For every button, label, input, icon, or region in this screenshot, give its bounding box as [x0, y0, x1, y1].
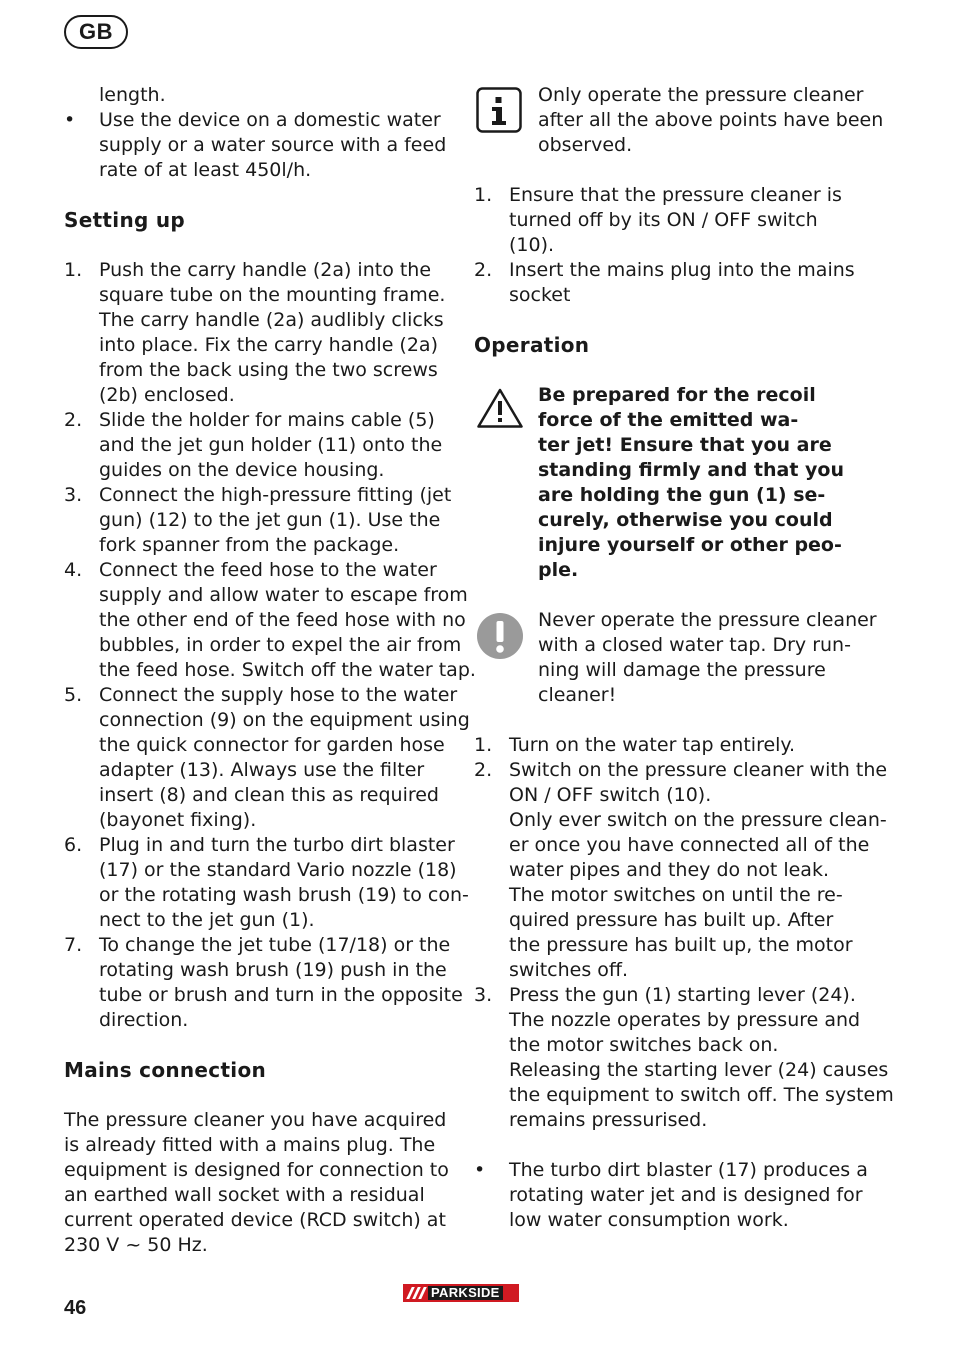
item-line: the motor switches back on.	[509, 1034, 779, 1056]
warning-line: curely, otherwise you could	[538, 509, 833, 531]
left-column	[64, 83, 476, 1258]
item-line: Releasing the starting lever (24) causes	[509, 1059, 889, 1081]
item-number: 1.	[474, 734, 493, 756]
item-line: tube or brush and turn in the opposite	[99, 984, 463, 1006]
item-line: bubbles, in order to expel the air from	[99, 634, 462, 656]
bullet-item	[64, 108, 448, 183]
item-line: gun) (12) to the jet gun (1). Use the	[99, 509, 441, 531]
list-item	[64, 933, 463, 1033]
item-line: water pipes and they do not leak.	[509, 859, 829, 881]
item-line: square tube on the mounting frame.	[99, 284, 446, 306]
item-line: (bayonet fixing).	[99, 809, 257, 831]
item-line: the equipment to switch off. The system	[509, 1084, 894, 1106]
paragraph-line: an earthed wall socket with a residual	[64, 1184, 425, 1206]
item-line: turned off by its ON / OFF switch	[509, 209, 818, 231]
item-number: 2.	[474, 759, 493, 781]
item-line: Turn on the water tap entirely.	[509, 734, 796, 756]
page-number: 46	[64, 1297, 87, 1319]
bullet-line: The turbo dirt blaster (17) produces a	[509, 1159, 868, 1181]
brand-logo	[403, 1284, 519, 1302]
item-number: 1.	[64, 259, 83, 281]
logo-slashes-icon	[403, 1284, 427, 1302]
list-item	[474, 183, 864, 258]
bullet-line: low water consumption work.	[509, 1209, 789, 1231]
item-line: adapter (13). Always use the filter	[99, 759, 425, 781]
bullet-marker: •	[474, 1159, 486, 1181]
item-line: The nozzle operates by pressure and	[509, 1009, 861, 1031]
section-heading-operation: Operation	[474, 333, 590, 357]
note-line: after all the above points have been	[538, 109, 884, 131]
item-line: Insert the mains plug into the mains	[509, 259, 855, 281]
item-line: Only ever switch on the pressure clean-	[509, 809, 887, 831]
item-line: er once you have connected all of the	[509, 834, 870, 856]
item-line: Press the gun (1) starting lever (24).	[509, 984, 856, 1006]
bullet-item	[474, 1158, 868, 1233]
bullet-line: supply or a water source with a feed	[99, 134, 447, 156]
paragraph-line: current operated device (RCD switch) at	[64, 1209, 446, 1231]
warning-note	[474, 383, 864, 583]
item-line: nect to the jet gun (1).	[99, 909, 315, 931]
warning-line: Be prepared for the recoil	[538, 384, 816, 406]
item-line: guides on the device housing.	[99, 459, 385, 481]
warning-triangle-icon	[476, 387, 524, 436]
section-heading-setting-up: Setting up	[64, 208, 186, 232]
caution-line: with a closed water tap. Dry run-	[538, 634, 851, 656]
paragraph-line: is already fitted with a mains plug. The	[64, 1134, 436, 1156]
paragraph-line: 230 V ~ 50 Hz.	[64, 1234, 208, 1256]
item-line: The carry handle (2a) audlibly clicks	[99, 309, 444, 331]
item-line: the other end of the feed hose with no	[99, 609, 466, 631]
item-line: (2b) enclosed.	[99, 384, 235, 406]
item-line: the feed hose. Switch off the water tap.	[99, 659, 476, 681]
item-line: the pressure has built up, the motor	[509, 934, 853, 956]
list-item	[474, 258, 864, 308]
list-item	[64, 408, 448, 483]
section-heading-mains-connection: Mains connection	[64, 1058, 267, 1082]
item-line: Plug in and turn the turbo dirt blaster	[99, 834, 455, 856]
item-line: rotating wash brush (19) push in the	[99, 959, 447, 981]
exclamation-icon	[476, 612, 524, 667]
item-line: connection (9) on the equipment using	[99, 709, 470, 731]
info-note	[474, 83, 884, 158]
mains-paragraph	[64, 1108, 448, 1258]
note-line: Only operate the pressure cleaner	[538, 84, 864, 106]
item-line: Connect the feed hose to the water	[99, 559, 437, 581]
caution-note	[474, 608, 877, 708]
list-item	[474, 758, 888, 983]
item-line: Push the carry handle (2a) into the	[99, 259, 432, 281]
warning-line: injure yourself or other peo-	[538, 534, 842, 556]
item-line: and the jet gun holder (11) onto the	[99, 434, 443, 456]
item-number: 5.	[64, 684, 83, 706]
warning-line: force of the emitted wa-	[538, 409, 799, 431]
item-line: ON / OFF switch (10).	[509, 784, 712, 806]
bullet-line: rate of at least 450l/h.	[99, 159, 312, 181]
caution-line: ning will damage the pressure	[538, 659, 826, 681]
item-line: Slide the holder for mains cable (5)	[99, 409, 435, 431]
intro-line: length.	[99, 84, 166, 106]
list-item	[474, 983, 894, 1133]
note-line: observed.	[538, 134, 633, 156]
item-number: 6.	[64, 834, 83, 856]
right-column	[474, 83, 894, 1233]
item-line: quired pressure has built up. After	[509, 909, 834, 931]
item-line: from the back using the two screws	[99, 359, 438, 381]
item-line: Connect the high-pressure fitting (jet	[99, 484, 452, 506]
bullet-line: rotating water jet and is designed for	[509, 1184, 863, 1206]
item-line: Ensure that the pressure cleaner is	[509, 184, 842, 206]
item-number: 4.	[64, 559, 83, 581]
list-item	[64, 683, 470, 833]
item-line: switches off.	[509, 959, 629, 981]
item-line: To change the jet tube (17/18) or the	[99, 934, 451, 956]
item-line: insert (8) and clean this as required	[99, 784, 439, 806]
item-line: the quick connector for garden hose	[99, 734, 445, 756]
list-item	[64, 833, 469, 933]
warning-line: ter jet! Ensure that you are	[538, 434, 832, 456]
paragraph-line: equipment is designed for connection to	[64, 1159, 449, 1181]
item-number: 1.	[474, 184, 493, 206]
item-number: 2.	[64, 409, 83, 431]
list-item	[64, 483, 452, 558]
item-number: 3.	[64, 484, 83, 506]
language-badge: GB	[64, 15, 128, 49]
bullet-marker: •	[64, 109, 76, 131]
item-line: direction.	[99, 1009, 189, 1031]
item-line: remains pressurised.	[509, 1109, 708, 1131]
brand-name: PARKSIDE	[428, 1286, 503, 1300]
item-number: 2.	[474, 259, 493, 281]
item-line: Connect the supply hose to the water	[99, 684, 458, 706]
list-item	[64, 558, 476, 683]
item-line: socket	[509, 284, 571, 306]
list-item	[64, 258, 448, 408]
item-line: into place. Fix the carry handle (2a)	[99, 334, 438, 356]
item-number: 7.	[64, 934, 83, 956]
item-line: supply and allow water to escape from	[99, 584, 468, 606]
paragraph-line: The pressure cleaner you have acquired	[64, 1109, 447, 1131]
bullet-line: Use the device on a domestic water	[99, 109, 441, 131]
item-line: fork spanner from the package.	[99, 534, 400, 556]
item-line: (17) or the standard Vario nozzle (18)	[99, 859, 457, 881]
list-item	[474, 733, 864, 758]
item-line: (10).	[509, 234, 555, 256]
warning-line: ple.	[538, 559, 579, 581]
warning-line: standing firmly and that you	[538, 459, 845, 481]
item-line: The motor switches on until the re-	[509, 884, 843, 906]
caution-line: Never operate the pressure cleaner	[538, 609, 877, 631]
item-number: 3.	[474, 984, 493, 1006]
item-line: Switch on the pressure cleaner with the	[509, 759, 888, 781]
caution-line: cleaner!	[538, 684, 617, 706]
warning-line: are holding the gun (1) se-	[538, 484, 826, 506]
info-icon	[476, 87, 522, 140]
item-line: or the rotating wash brush (19) to con-	[99, 884, 469, 906]
